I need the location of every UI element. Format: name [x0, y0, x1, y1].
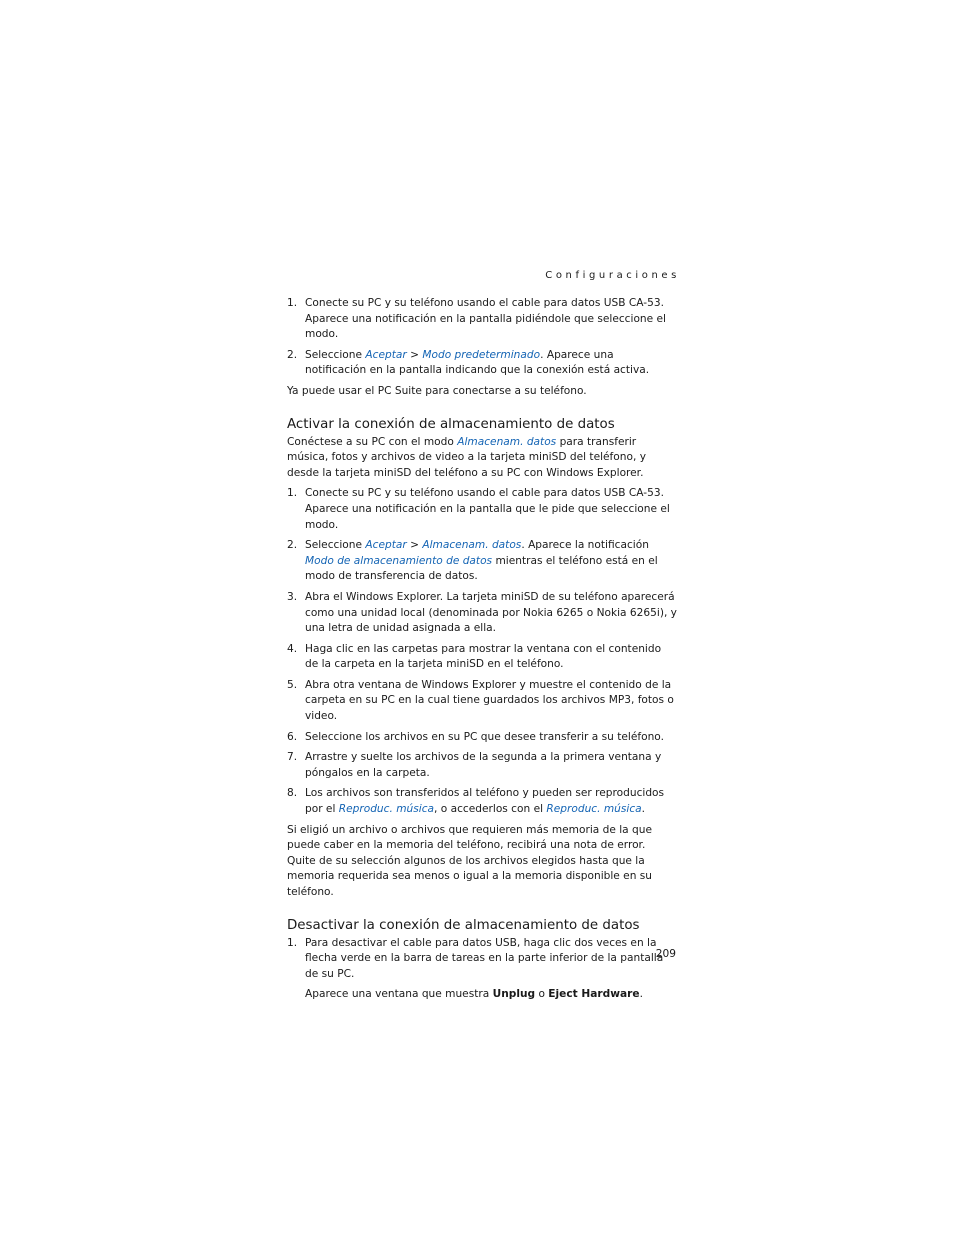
section-heading: Desactivar la conexión de almacenamiento de datos [287, 917, 640, 933]
list-item: 5. Abra otra ventana de Windows Explorer y muestre el contenido de la carpeta en su PC en la cual tiene guardados los archivos MP3, fotos o video. [287, 678, 674, 723]
manual-page [287, 270, 680, 1003]
menu-term-link: Modo de almacenamiento de datos [305, 554, 493, 567]
list-item: 2. Seleccione Aceptar > Modo predeterminado. Aparece una notificación en la pantalla indicando que la conexión está activa. [287, 348, 650, 377]
running-header: Configuraciones [545, 270, 680, 281]
list-item: 2. Seleccione Aceptar > Almacenam. datos. Aparece la notificación Modo de almacenamiento de datos mientras el teléfono está en el modo de transferencia de datos. [287, 539, 658, 583]
sub-paragraph: Aparece una ventana que muestra Unplug o Eject Hardware. [305, 988, 643, 1001]
menu-term-link: Almacenam. datos [422, 539, 522, 552]
list-item: 1. Para desactivar el cable para datos USB, haga clic dos veces en la flecha verde en la barra de tareas en la parte inferior de la pantalla de su PC. [287, 936, 664, 980]
list-item: 4. Haga clic en las carpetas para mostrar la ventana con el contenido de la carpeta en la tarjeta miniSD en el teléfono. [287, 642, 662, 671]
list-item: 1. Conecte su PC y su teléfono usando el cable para datos USB CA-53. Aparece una notificación en la pantalla pidiéndole que seleccione el modo. [287, 297, 666, 341]
list-item: 3. Abra el Windows Explorer. La tarjeta miniSD de su teléfono aparecerá como una unidad local (denominada por Nokia 6265 o Nokia 6265i), y una letra de unidad asignada a ella. [287, 590, 677, 635]
list-item: 6. Seleccione los archivos en su PC que desee transferir a su teléfono. [287, 730, 664, 743]
menu-term-link: Modo predeterminado [422, 348, 541, 361]
bold-term: Eject Hardware [548, 988, 640, 1001]
list-item: 8. Los archivos son transferidos al teléfono y pueden ser reproducidos por el Reproduc. música, o accederlos con el Reproduc. música. [287, 787, 665, 816]
menu-term-link: Aceptar [365, 539, 407, 552]
bold-term: Unplug [492, 988, 536, 1001]
menu-term-link: Almacenam. datos [457, 435, 557, 448]
paragraph: Si eligió un archivo o archivos que requieren más memoria de la que puede caber en la memoria del teléfono, recibirá una nota de error. Quite de su selección algunos de los archivos elegidos hasta que la memoria requerida sea menos o igual a la memoria disponible en su teléfono. [287, 823, 653, 898]
activation-steps [287, 486, 677, 817]
list-item: 1. Conecte su PC y su teléfono usando el cable para datos USB CA-53. Aparece una notificación en la pantalla que le pide que seleccione el modo. [287, 487, 670, 531]
menu-term-link: Reproduc. música [338, 803, 435, 816]
paragraph: Conéctese a su PC con el modo Almacenam. datos para transferir música, fotos y archivos de video a la tarjeta miniSD del teléfono, y desde la tarjeta miniSD del teléfono a su PC con Windows Explorer. [287, 435, 646, 479]
list-item: 7. Arrastre y suelte los archivos de la segunda a la primera ventana y póngalos en la carpeta. [287, 751, 662, 779]
menu-term-link: Reproduc. música [546, 803, 642, 816]
section-heading: Activar la conexión de almacenamiento de datos [287, 416, 615, 432]
intro-steps [287, 296, 677, 379]
paragraph: Ya puede usar el PC Suite para conectarse a su teléfono. [287, 384, 587, 397]
page-number: 209 [655, 948, 676, 960]
menu-term-link: Aceptar [365, 348, 407, 361]
